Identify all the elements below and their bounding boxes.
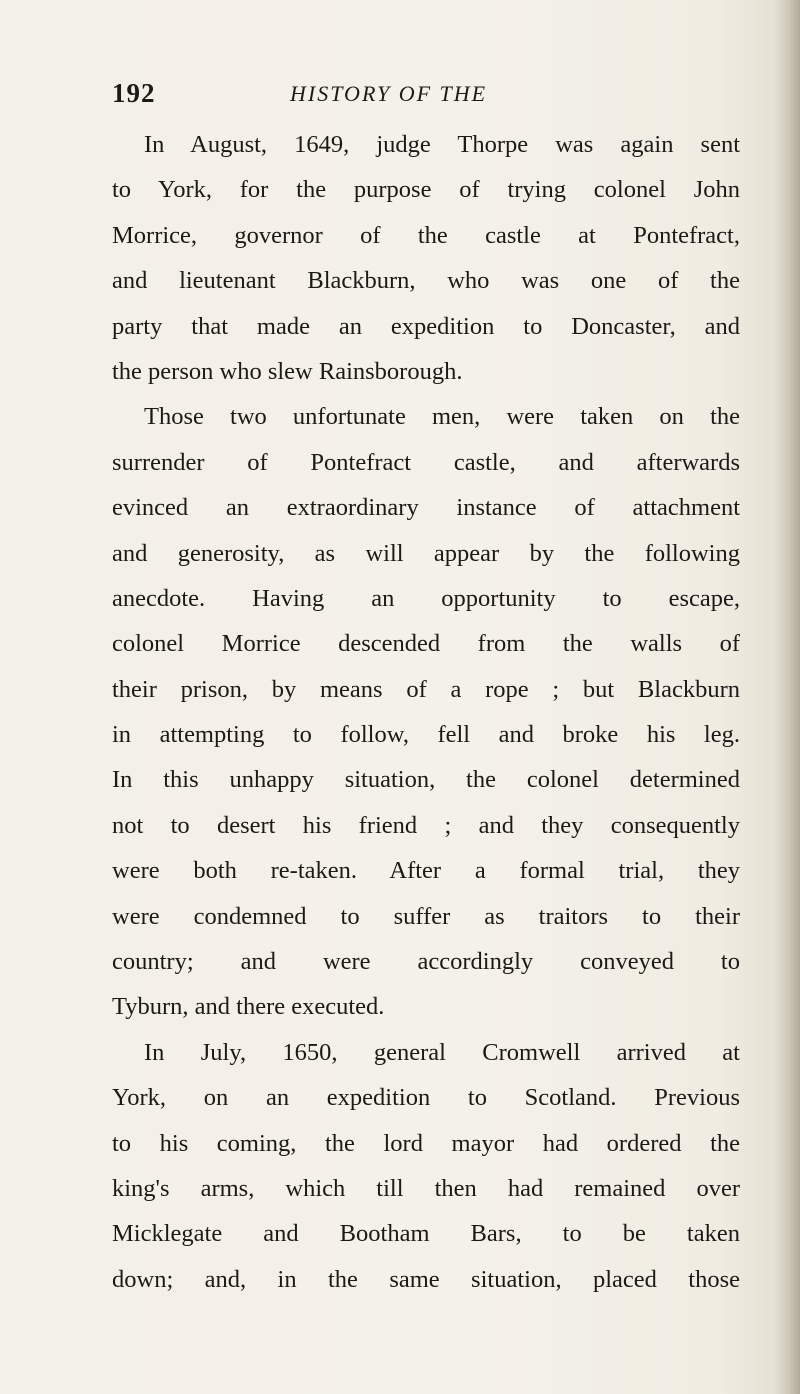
text-line: Those two unfortunate men, were taken on the	[144, 403, 740, 431]
text-line: were condemned to suffer as traitors to their	[112, 902, 740, 930]
page-edge-shadow	[774, 0, 800, 1394]
text-line: and lieutenant Blackburn, who was one of the	[112, 267, 740, 295]
running-head: HISTORY OF THE	[290, 81, 488, 106]
text-line: the person who slew Rainsborough.	[112, 357, 463, 385]
text-line: Tyburn, and there executed.	[112, 993, 385, 1021]
text-line: their prison, by means of a rope ; but Blackburn	[112, 675, 740, 703]
page-header	[112, 72, 732, 116]
text-line: king's arms, which till then had remained over	[112, 1174, 740, 1202]
page-number: 192	[112, 78, 156, 108]
text-line: and generosity, as will appear by the following	[112, 539, 740, 567]
text-line: country; and were accordingly conveyed to	[112, 948, 740, 976]
text-line: to his coming, the lord mayor had ordered the	[112, 1129, 740, 1157]
text-line: surrender of Pontefract castle, and afterwards	[112, 448, 740, 476]
text-line: were both re-taken. After a formal trial, they	[112, 857, 740, 885]
body-text	[112, 122, 740, 1302]
text-line: In July, 1650, general Cromwell arrived at	[144, 1038, 740, 1066]
text-line: anecdote. Having an opportunity to escape,	[112, 584, 740, 612]
text-line: in attempting to follow, fell and broke his leg.	[112, 721, 740, 749]
text-line: party that made an expedition to Doncaster, and	[112, 312, 740, 340]
text-line: York, on an expedition to Scotland. Previous	[112, 1084, 740, 1112]
text-line: colonel Morrice descended from the walls of	[112, 630, 740, 658]
text-line: to York, for the purpose of trying colonel John	[112, 176, 740, 204]
text-line: Morrice, governor of the castle at Pontefract,	[112, 221, 740, 249]
text-line: not to desert his friend ; and they consequently	[112, 811, 740, 839]
text-line: In this unhappy situation, the colonel determined	[112, 766, 740, 794]
text-line: Micklegate and Bootham Bars, to be taken	[112, 1220, 740, 1248]
text-line: evinced an extraordinary instance of attachment	[112, 494, 740, 522]
text-line: In August, 1649, judge Thorpe was again sent	[144, 131, 740, 158]
text-line: down; and, in the same situation, placed those	[112, 1265, 740, 1293]
